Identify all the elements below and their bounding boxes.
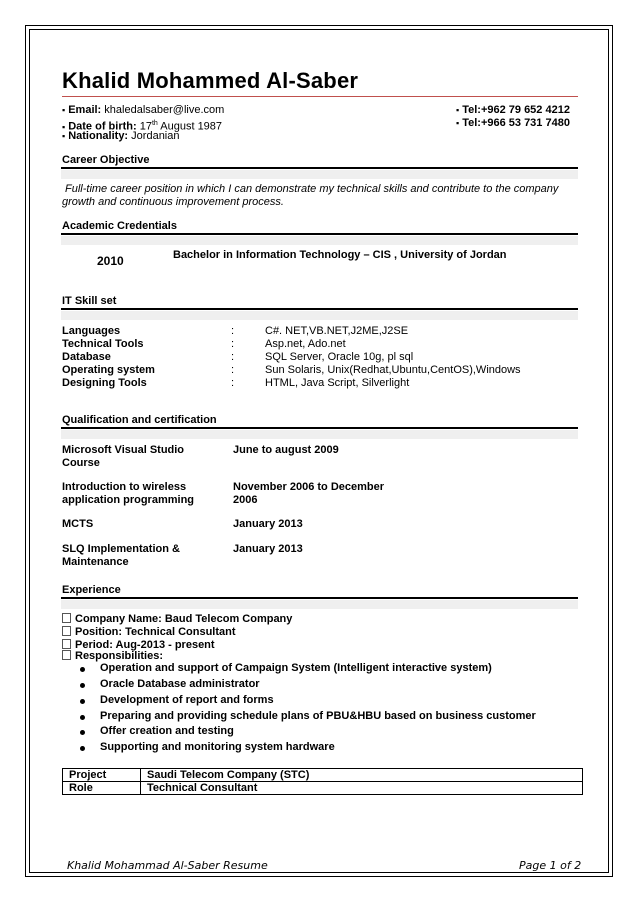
bullet-dot-icon	[80, 683, 85, 688]
skill-label: Languages	[62, 325, 121, 337]
section-shade	[61, 311, 578, 320]
qualification-date-line: 2006	[233, 494, 258, 506]
tel-2-value[interactable]: Tel:+966 53 731 7480	[462, 117, 570, 129]
section-title-qualifications: Qualification and certification	[62, 414, 217, 426]
experience-period-text: Period: Aug-2013 - present	[75, 639, 215, 651]
section-shade	[61, 600, 578, 609]
bullet-icon: ▪	[62, 131, 66, 141]
section-title-skills: IT Skill set	[62, 295, 117, 307]
experience-company	[62, 613, 292, 626]
role-label-cell: Role	[63, 782, 141, 795]
qualification-date-line: November 2006 to December	[233, 481, 385, 493]
section-rule	[61, 308, 578, 310]
qualification-date: January 2013	[233, 518, 303, 530]
skill-value: SQL Server, Oracle 10g, pl sql	[265, 351, 414, 363]
qualification-name	[62, 481, 194, 507]
checkbox-icon	[62, 639, 71, 649]
bullet-dot-icon	[80, 715, 85, 720]
bullet-dot-icon	[80, 746, 85, 751]
qualification-date	[233, 444, 339, 457]
skill-sep: :	[231, 325, 235, 337]
skill-sep: :	[231, 351, 235, 363]
bullet-dot-icon	[80, 667, 85, 672]
section-title-career: Career Objective	[62, 154, 150, 166]
bullet-dot-icon	[80, 699, 85, 704]
section-shade	[61, 236, 578, 245]
skill-label: Designing Tools	[62, 377, 147, 389]
section-rule	[61, 427, 578, 429]
nationality-value: Jordanian	[131, 130, 180, 142]
project-table	[62, 768, 583, 795]
qualification-name-line: Maintenance	[62, 556, 129, 568]
skill-sep: :	[231, 364, 235, 376]
footer-title: Khalid Mohammad Al-Saber Resume	[67, 859, 268, 872]
bullet-icon: ▪	[456, 105, 460, 115]
qualification-name-line: Microsoft Visual Studio	[62, 444, 185, 456]
footer-page-number: Page 1 of 2	[519, 859, 582, 872]
section-title-experience: Experience	[62, 584, 121, 596]
qualification-name: MCTS	[62, 518, 94, 530]
career-line-1: Full-time career position in which I can demonstrate my technical skills and contribute to the company	[65, 183, 559, 195]
checkbox-icon	[62, 613, 71, 623]
dob-suffix: th	[151, 120, 158, 127]
dob-label: Date of birth:	[68, 120, 137, 133]
skill-label: Operating system	[62, 364, 155, 376]
qualification-name-line: Introduction to wireless	[62, 481, 187, 493]
section-rule	[61, 597, 578, 599]
qualification-date	[233, 481, 384, 507]
experience-position	[62, 626, 236, 639]
section-title-academic: Academic Credentials	[62, 220, 177, 232]
career-line-2: growth and continuous improvement process.	[62, 196, 284, 208]
checkbox-icon	[62, 626, 71, 636]
experience-company-text: Company Name: Baud Telecom Company	[75, 613, 293, 625]
skill-value: Sun Solaris, Unix(Redhat,Ubuntu,CentOS),Windows	[265, 364, 521, 376]
academic-degree: Bachelor in Information Technology – CIS , University of Jordan	[173, 249, 507, 261]
responsibility-item: Operation and support of Campaign System (Intelligent interactive system)	[100, 662, 492, 674]
email-label: Email:	[68, 104, 102, 116]
tel-2	[456, 117, 570, 130]
skill-sep: :	[231, 377, 235, 389]
project-value-cell: Saudi Telecom Company (STC)	[141, 769, 583, 782]
resume-name: Khalid Mohammed Al-Saber	[62, 68, 359, 93]
qualification-name	[62, 543, 180, 569]
bullet-icon: ▪	[62, 105, 66, 115]
career-objective-text	[62, 183, 578, 209]
skill-label: Technical Tools	[62, 338, 144, 350]
name-divider	[62, 96, 578, 97]
nationality-line	[62, 130, 180, 143]
skill-value: Asp.net, Ado.net	[265, 338, 346, 350]
section-rule	[61, 233, 578, 235]
role-value-cell: Technical Consultant	[141, 782, 583, 795]
section-shade	[61, 170, 578, 179]
nationality-label: Nationality:	[68, 130, 129, 142]
skill-value: C#. NET,VB.NET,J2ME,J2SE	[265, 325, 409, 337]
project-label-cell: Project	[63, 769, 141, 782]
qualification-name	[62, 444, 184, 470]
dob-day: 17	[139, 120, 152, 133]
qualification-name-line: SLQ Implementation &	[62, 543, 180, 555]
bullet-icon: ▪	[456, 118, 460, 128]
responsibility-item: Offer creation and testing	[100, 725, 234, 737]
skill-sep: :	[231, 338, 235, 350]
tel-1	[456, 104, 570, 117]
responsibility-item: Oracle Database administrator	[100, 678, 260, 690]
email-line	[62, 104, 224, 117]
table-row	[63, 769, 583, 782]
responsibility-item: Preparing and providing schedule plans of PBU&HBU based on business customer	[100, 710, 536, 722]
tel-1-value[interactable]: Tel:+962 79 652 4212	[462, 104, 570, 116]
email-value[interactable]: khaledalsaber@live.com	[104, 104, 225, 116]
skill-value: HTML, Java Script, Silverlight	[265, 377, 410, 389]
bullet-dot-icon	[80, 730, 85, 735]
bullet-icon: ▪	[62, 121, 66, 132]
qualification-name-line: application programming	[62, 494, 195, 506]
responsibility-item: Development of report and forms	[100, 694, 274, 706]
qualification-name-line: Course	[62, 457, 100, 469]
checkbox-icon	[62, 650, 71, 660]
experience-position-text: Position: Technical Consultant	[75, 626, 236, 638]
table-row	[63, 782, 583, 795]
qualification-date: January 2013	[233, 543, 303, 555]
responsibility-item: Supporting and monitoring system hardware	[100, 741, 335, 753]
dob-rest: August 1987	[160, 120, 223, 133]
section-shade	[61, 430, 578, 439]
skill-label: Database	[62, 351, 111, 363]
responsibilities-label-text: Responsibilities:	[75, 650, 164, 662]
qualification-date-line: June to august 2009	[233, 444, 339, 456]
academic-year: 2010	[97, 254, 124, 268]
section-rule	[61, 167, 578, 169]
